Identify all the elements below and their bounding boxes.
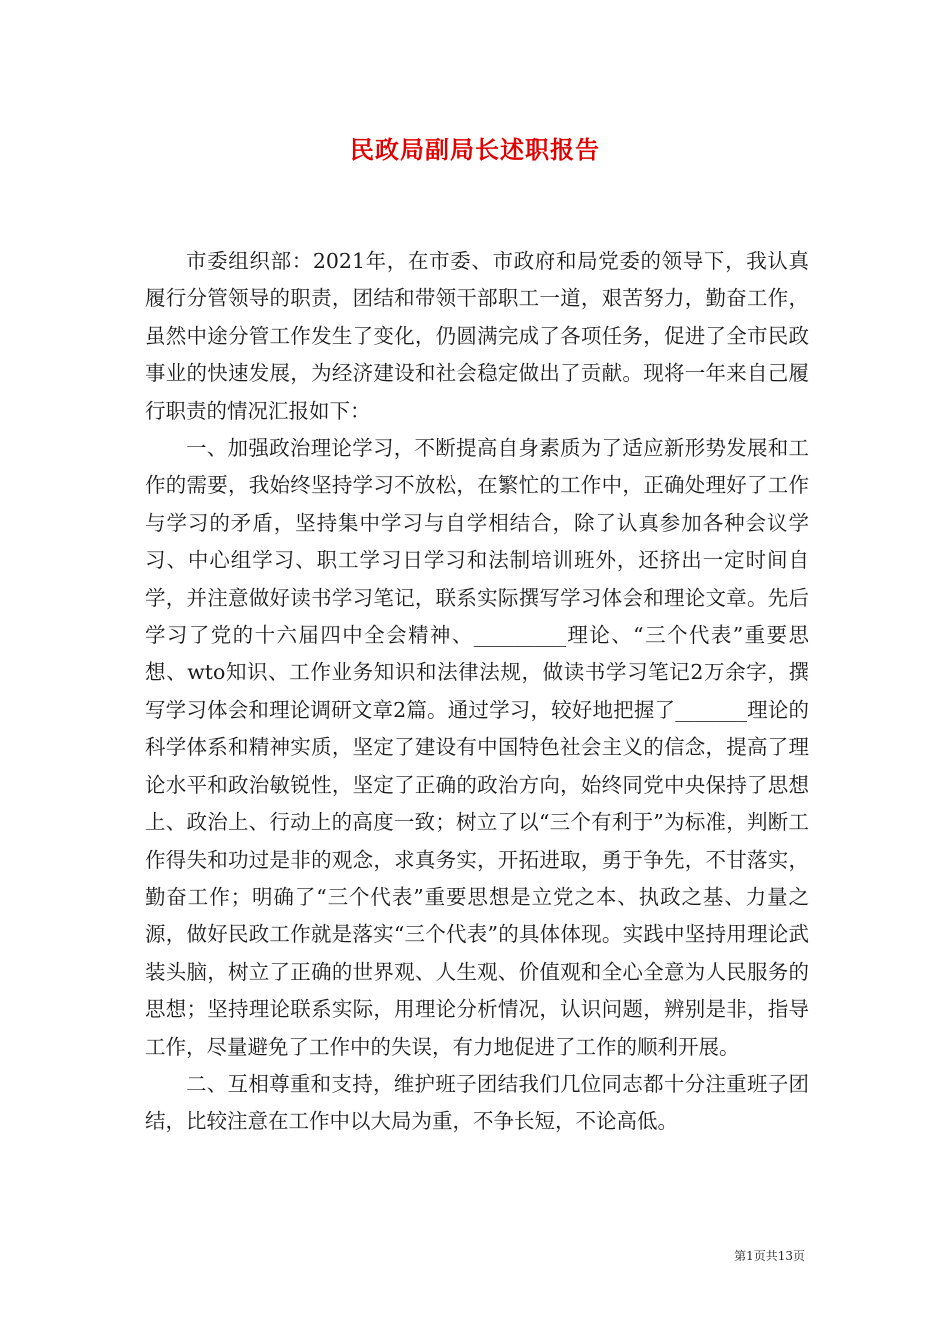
paragraph-section-2: 二、互相尊重和支持，维护班子团结我们几位同志都十分注重班子团结，比较注意在工作中以大局为重，不争长短，不论高低。 — [145, 1071, 809, 1134]
paragraph-intro: 市委组织部：2021年，在市委、市政府和局党委的领导下，我认真履行分管领导的职责，团结和带领干部职工一道，艰苦努力，勤奋工作，虽然中途分管工作发生了变化，仍圆满完成了各项任务，促进了全市民政事业的快速发展，为经济建设和社会稳定做出了贡献。现将一年来自己履行职责的情况汇报如下： — [145, 249, 809, 423]
document-title: 民政局副局长述职报告 — [350, 135, 600, 164]
document-body — [145, 243, 809, 1141]
page-number: 第1页共13页 — [734, 1249, 805, 1263]
paragraph-section-1: 一、加强政治理论学习，不断提高自身素质为了适应新形势发展和工作的需要，我始终坚持学习不放松，在繁忙的工作中，正确处理好了工作与学习的矛盾，坚持集中学习与自学相结合，除了认真参加各种会议学习、中心组学习、职工学习日学习和法制培训班外，还挤出一定时间自学，并注意做好读书学习笔记，联系实际撰写学习体会和理论文章。先后学习了党的十六届四中全会精神、_________理论、“三个代表”重要思想、wto知识、工作业务知识和法律法规，做读书学习笔记2万余字，撰写学习体会和理论调研文章2篇。通过学习，较好地把握了_______理论的科学体系和精神实质，坚定了建设有中国特色社会主义的信念，提高了理论水平和政治敏锐性，坚定了正确的政治方向，始终同党中央保持了思想上、政治上、行动上的高度一致；树立了以“三个有利于”为标准，判断工作得失和功过是非的观念，求真务实，开拓进取，勇于争先，不甘落实，勤奋工作；明确了“三个代表”重要思想是立党之本、执政之基、力量之源，做好民政工作就是落实“三个代表”的具体体现。实践中坚持用理论武装头脑，树立了正确的世界观、人生观、价值观和全心全意为人民服务的思想；坚持理论联系实际，用理论分析情况，认识问题，辨别是非，指导工作，尽量避免了工作中的失误，有力地促进了工作的顺利开展。 — [145, 436, 809, 1059]
